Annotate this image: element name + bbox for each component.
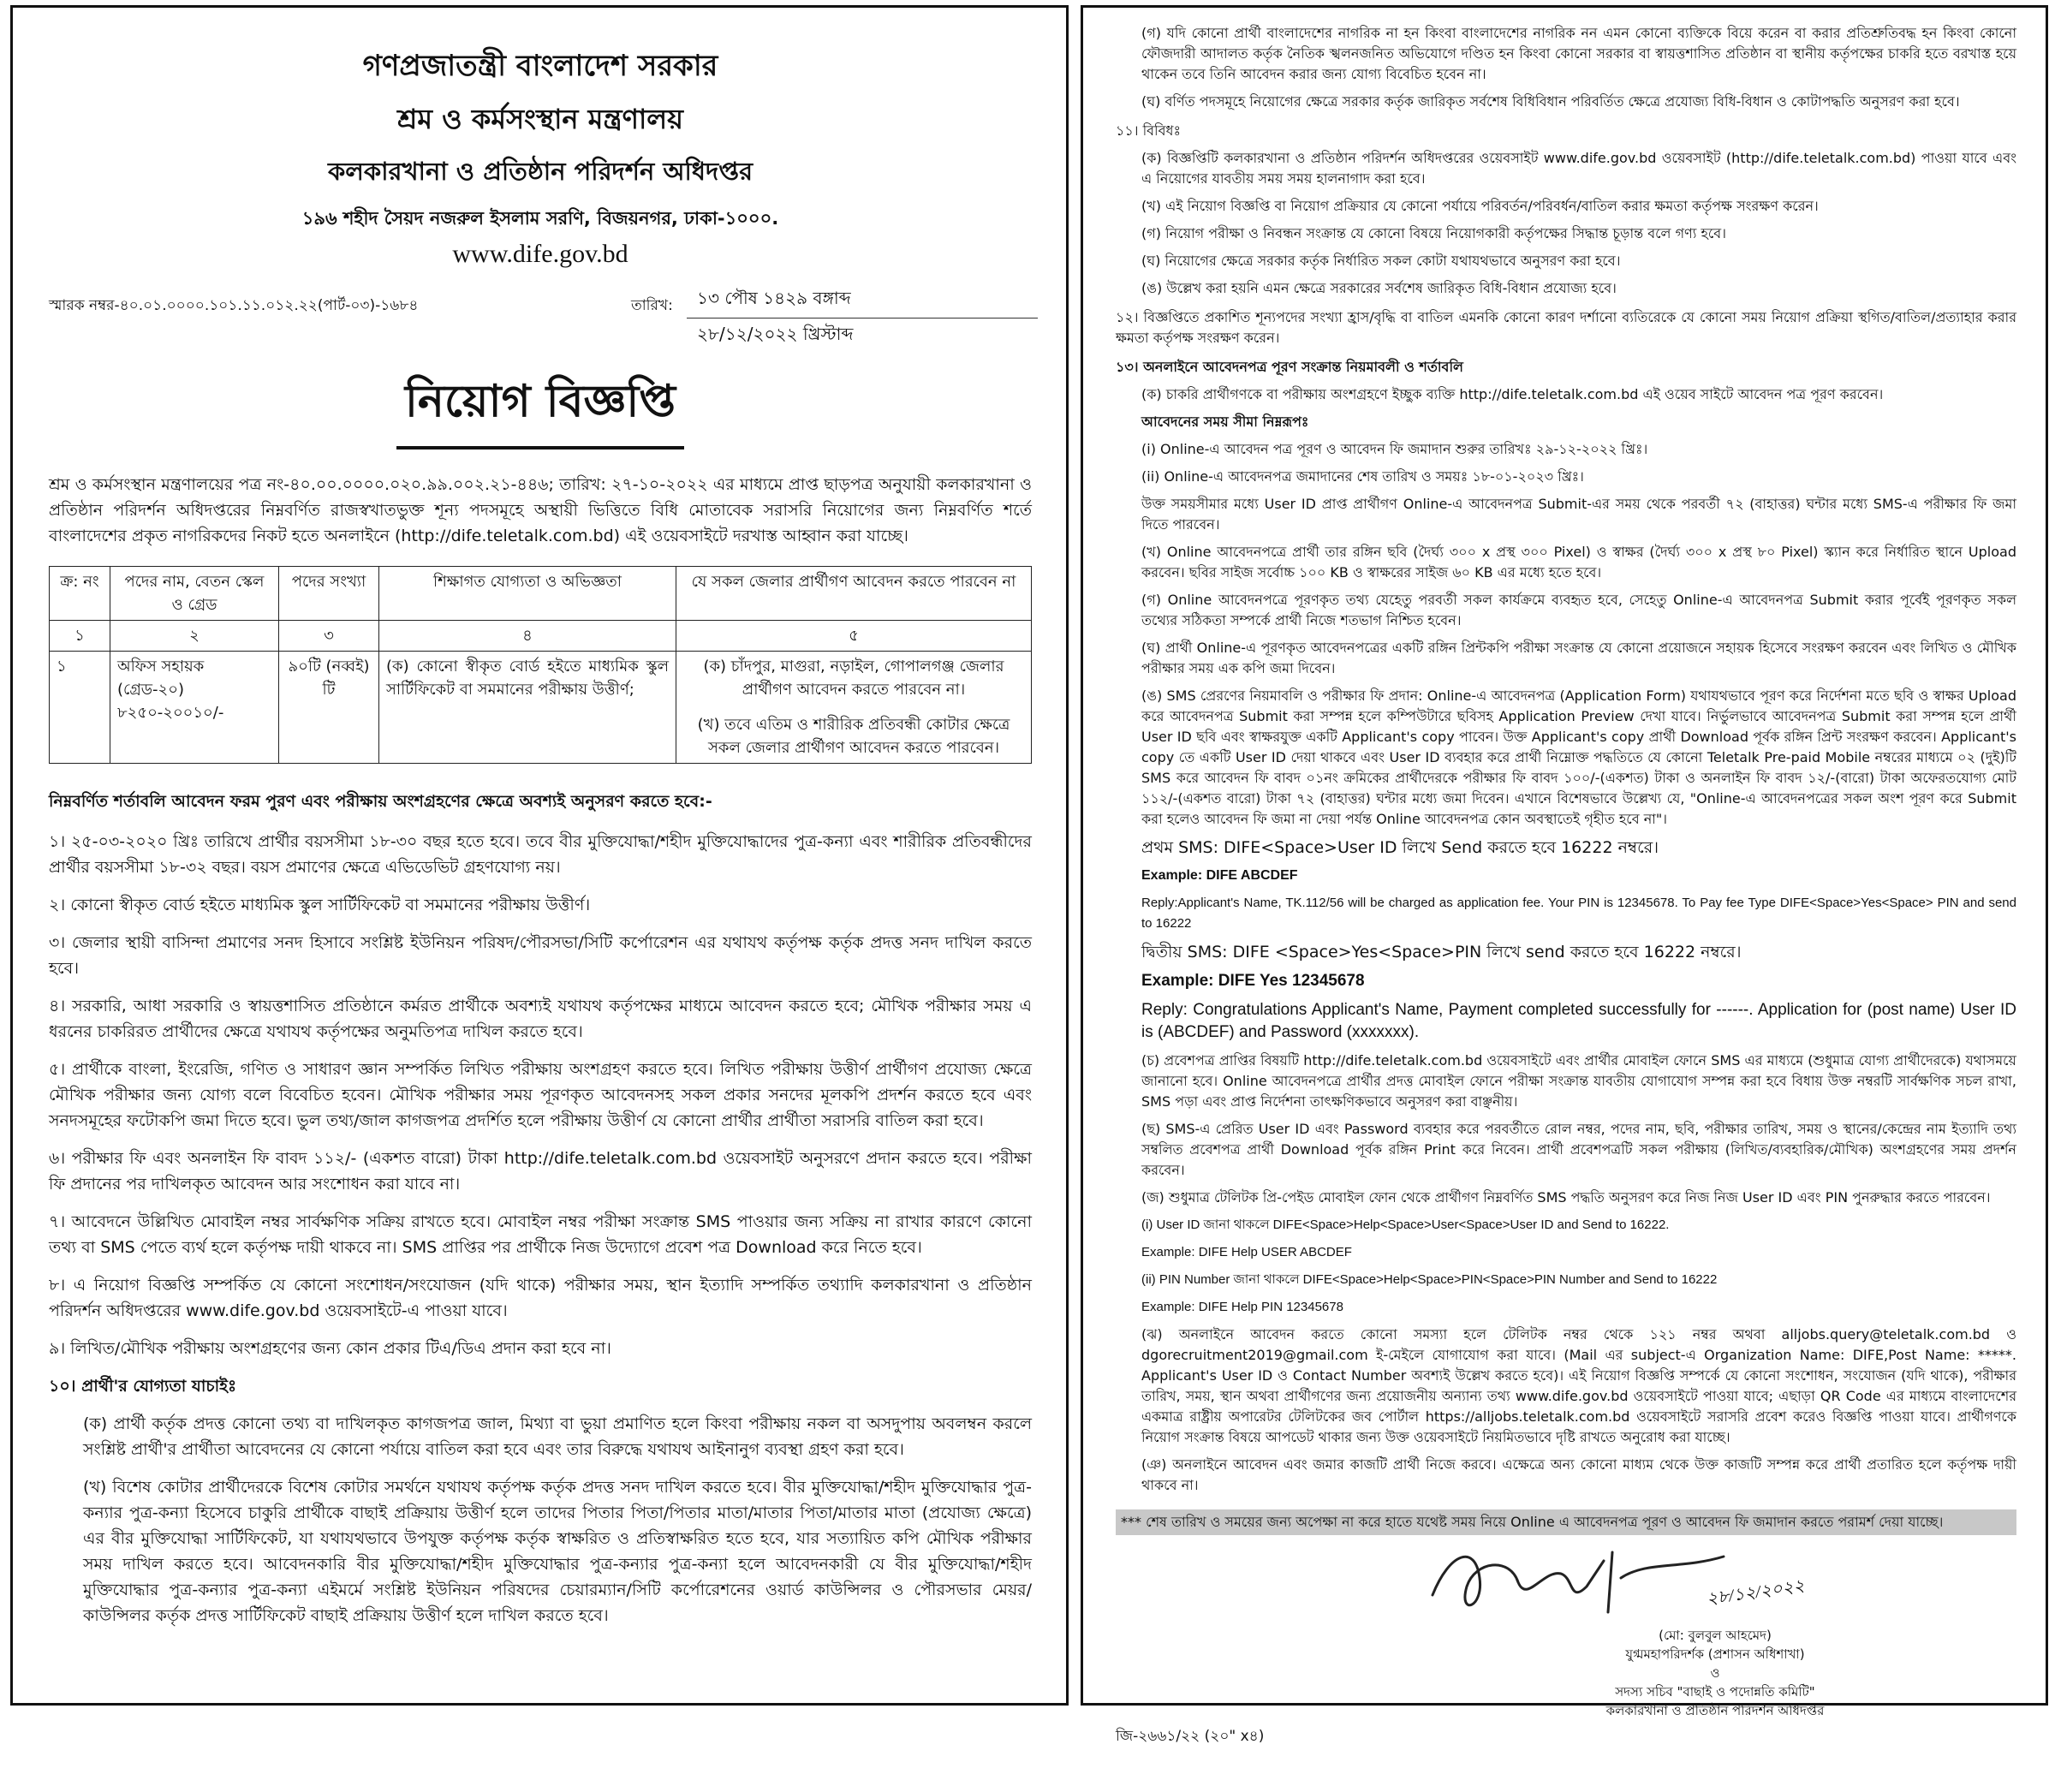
department-name: কলকারখানা ও প্রতিষ্ঠান পরিদর্শন অধিদপ্তর [327, 157, 754, 186]
section-13-ka: (ক) চাকরি প্রার্থীগণকে বা পরীক্ষায় অংশগ্রহণে ইচ্ছুক ব্যক্তি http://dife.teletalk.com.bd এই ওয়েব সাইটে আবেদন পত্র পূরণ করবেন। [1141, 386, 1884, 402]
condition-5: ৫। প্রার্থীকে বাংলা, ইংরেজি, গণিত ও সাধারণ জ্ঞান সম্পর্কিত লিখিত পরীক্ষায় অংশগ্রহণ করতে হবে। লিখিত পরীক্ষায় উত্তীর্ণ প্রার্থীগণ প্রযোজ্য ক্ষেত্রে মৌখিক পরীক্ষার জন্য যোগ্য বলে বিবেচিত হবেন। মৌখিক পরীক্ষার সময় পূরণকৃত আবেদনসহ সকল প্রকার সনদের মূলকপি প্রদর্শন করতে হবে এবং সনদসমূহের ফটোকপি জমা দিতে হবে। ভুল তথ্য/জাল কাগজপত্র প্রদর্শিত হলে পরীক্ষায় উত্তীর্ণ যে কোনো প্রার্থীর প্রার্থীতা সরাসরি বাতিল করা হবে। [49, 1060, 1032, 1130]
condition-10-kha: (খ) বিশেষ কোটার প্রার্থীদেরকে বিশেষ কোটার সমর্থনে যথাযথ কর্তৃপক্ষ কর্তৃক প্রদত্ত সনদ দাখিল করতে হবে। বীর মুক্তিযোদ্ধা/শহীদ মুক্তিযোদ্ধার পুত্র-কন্যার পুত্র-কন্যা হিসেবে চাকুরি প্রার্থীকে বাছাই প্রক্রিয়ায় উত্তীর্ণ হলে তাদের পিতার পিতা/পিতার মাতা/মাতার পিতা/মাতার মাতা (প্রযোজ্য ক্ষেত্রে) এর বীর মুক্তিযোদ্ধা সার্টিফিকেট, যা যথাযথভাবে উপযুক্ত কর্তৃপক্ষ কর্তৃক স্বাক্ষরিত ও প্রতিস্বাক্ষরিত হতে হবে, যার সত্যায়িত কপি মৌখিক পরীক্ষার সময় দাখিল করতে হবে। আবেদনকারি বীর মুক্তিযোদ্ধা/শহীদ মুক্তিযোদ্ধার পুত্র-কন্যার পুত্র-কন্যা হলে আবেদনকারী যে বীর মুক্তিযোদ্ধা/শহীদ মুক্তিযোদ্ধার পুত্র-কন্যার পুত্র-কন্যা এইমর্মে সংশ্লিষ্ট ইউনিয়ন পরিষদের চেয়ারম্যান/সিটি কর্পোরেশনের ওয়ার্ড কাউন্সিলর ও পৌরসভার মেয়র/কাউন্সিলর কর্তৃক প্রদত্ত সার্টিফিকেট বাছাই প্রক্রিয়ায় উত্তীর্ণ হলে দাখিল করতে হবে। [83, 1478, 1032, 1625]
table-row [50, 652, 1032, 764]
table-header-row [50, 567, 1032, 621]
conditions-heading: নিম্নবর্ণিত শর্তাবলি আবেদন ফরম পুরণ এবং পরীক্ষায় অংশগ্রহণের ক্ষেত্রে অবশ্যই অনুসরণ করতে হবে:- [49, 792, 712, 811]
district-exception: (খ) তবে এতিম ও শারীরিক প্রতিবন্ধী কোটার ক্ষেত্রে সকল জেলার প্রার্থীগণ আবেদন করতে পারবেন। [697, 716, 1010, 757]
section-11-item: (খ) এই নিয়োগ বিজ্ঞপ্তি বা নিয়োগ প্রক্রিয়ার যে কোনো পর্যায়ে পরিবর্তন/পরিবর্ধন/বাতিল করার ক্ষমতা কর্তৃপক্ষ সংরক্ষণ করেন। [1141, 198, 1819, 214]
section-11-heading: ১১। বিবিধঃ [1116, 122, 1182, 139]
signatory-name: (মো: বুলবুল আহমেদ) [1659, 1628, 1772, 1643]
recovery-user-id-example: Example: DIFE Help USER ABCDEF [1141, 1245, 1352, 1259]
condition-8: ৮। এ নিয়োগ বিজ্ঞপ্তি সম্পর্কিত যে কোনো সংশোধন/সংযোজন (যদি থাকে) পরীক্ষার সময়, স্থান ইত্যাদি সম্পর্কিত তথ্যাদি কলকারখানা ও প্রতিষ্ঠান পরিদর্শন অধিদপ্তরের www.dife.gov.bd ওয়েবসাইটে-এ পাওয়া যাবে। [49, 1276, 1032, 1320]
cell-district [676, 652, 1032, 764]
sms-second: দ্বিতীয় SMS: DIFE <Space>Yes<Space>PIN লিখে send করতে হবে 16222 নম্বরে। [1141, 943, 1742, 961]
section-13-heading: ১৩। অনলাইনে আবেদনপত্র পূরণ সংক্রান্ত নিয়মাবলী ও শর্তাবলি [1116, 359, 1463, 375]
section-11-item: (ঘ) নিয়োগের ক্ষেত্রে সরকার কর্তৃক নির্ধারিত সকল কোটা যথাযথভাবে অনুসরণ করা হবে। [1141, 253, 1621, 269]
cell-qualification: (ক) কোনো স্বীকৃত বোর্ড হইতে মাধ্যমিক স্কুল সার্টিফিকেট বা সমমানের পরীক্ষায় উত্তীর্ণ; [379, 652, 676, 764]
date-label: তারিখ: [631, 297, 673, 314]
header-website-link[interactable]: www.dife.gov.bd [452, 240, 628, 268]
signatory-designation: যুগ্মমহাপরিদর্শক (প্রশাসন অধিশাখা) [1625, 1646, 1805, 1662]
section-13-ga: (গ) Online আবেদনপত্রে পূরণকৃত তথ্য যেহেতু পরবর্তী সকল কার্যক্রমে ব্যবহৃত হবে, সেহেতু Online-এ আবেদনপত্র Submit করার পূর্বেই পূরণকৃত সকল তথ্যের সঠিকতা সম্পর্কে প্রার্থী নিজে শতভাগ নিশ্চিত হবেন। [1141, 592, 2016, 628]
col-header-count: পদের সংখ্যা [279, 567, 379, 621]
time-limit-heading: আবেদনের সময় সীমা নিম্নরূপঃ [1141, 414, 1309, 430]
sms-first: প্রথম SMS: DIFE<Space>User ID লিখে Send করতে হবে 16222 নম্বরে। [1141, 838, 1659, 857]
section-13-uo: (ঙ) SMS প্রেরণের নিয়মাবলি ও পরীক্ষার ফি প্রদান: Online-এ আবেদনপত্র (Application Form) যথাযথভাবে পূরণ করে নির্দেশনা মতে ছবি ও স্বাক্ষর Upload করে আবেদনপত্র Submit করা সম্পন্ন হলে কম্পিউটারে ছবিসহ Application Preview দেখা যাবে। নির্ভুলভাবে আবেদনপত্র Submit করা সম্পন্ন হলে প্রার্থী User ID ছবি এবং স্বাক্ষরযুক্ত একটি Applicant's copy পাবেন। উক্ত Applicant's copy প্রার্থী Download পূর্বক রঙ্গিন প্রিন্ট সংরক্ষণ করবেন। Applicant's copy তে একটি User ID দেয়া থাকবে এবং User ID ব্যবহার করে প্রার্থী নিম্নোক্ত পদ্ধতিতে যে কোনো Teletalk Pre-paid Mobile নম্বরের মাধ্যমে ০২ (দুই)টি SMS করে আবেদন ফি বাবদ ০১নং ক্রমিকের প্রার্থীদেরকে পরীক্ষার ফি বাবদ ১০০/-(একশত) টাকা ও অনলাইন ফি বাবদ ১২/-(বারো) টাকা অফেরতযোগ্য মোট ১১২/-(একশত বারো) টাকা ৭২ (বাহাত্তর) ঘন্টার মধ্যে জমা দিবেন। এখানে বিশেষভাবে উল্লেখ্য যে, "Online-এ আবেদনপত্রের সকল অংশ পূরণ করে Submit করা হলেও আবেদন ফি জমা না দেয়া পর্যন্ত Online আবেদনপত্র কোন অবস্থাতেই গৃহীত হবে না"। [1141, 688, 2016, 827]
final-advice-note: *** শেষ তারিখ ও সময়ের জন্য অপেক্ষা না করে হাতে যথেষ্ট সময় নিয়ে Online এ আবেদনপত্র পূরণ ও আবেদন ফি জমাদান করতে পরামর্শ দেয়া যাচ্ছে। [1116, 1509, 2016, 1535]
section-11-item: (গ) নিয়োগ পরীক্ষা ও নিবন্ধন সংক্রান্ত যে কোনো বিষয়ে নিয়োগকারী কর্তৃপক্ষের সিদ্ধান্ত চূড়ান্ত বলে গণ্য হবে। [1141, 225, 1726, 241]
office-address: ১৯৬ শহীদ সৈয়দ নজরুল ইসলাম সরণি, বিজয়নগর, ঢাকা-১০০০. [301, 208, 779, 229]
cell-post: অফিস সহায়ক (গ্রেড-২০) ৮২৫০-২০০১০/- [110, 652, 279, 764]
signatory-office: কলকারখানা ও প্রতিষ্ঠান পরিদর্শন অধিদপ্তর [1605, 1703, 1825, 1718]
condition-3: ৩। জেলার স্থায়ী বাসিন্দা প্রমাণের সনদ হিসাবে সংশ্লিষ্ট ইউনিয়ন পরিষদ/পৌরসভা/সিটি কর্পোরেশন এর যথাযথ কর্তৃপক্ষ কর্তৃক প্রদত্ত সনদ দাখিল করতে হবে। [49, 933, 1032, 978]
table-number-row [50, 621, 1032, 652]
intro-paragraph: শ্রম ও কর্মসংস্থান মন্ত্রণালয়ের পত্র নং-৪০.০০.০০০০.০২০.৯৯.০০২.২১-৪৪৬; তারিখ: ২৭-১০-২০২২ এর মাধ্যমে প্রাপ্ত ছাড়পত্র অনুযায়ী কলকারখানা ও প্রতিষ্ঠান পরিদর্শন অধিদপ্তরের নিম্নবর্ণিত রাজস্বখাতভুক্ত শূন্য পদসমূহে অস্থায়ী ভিত্তিতে বিধি মোতাবেক সরাসরি নিয়োগের জন্য নিম্নবর্ণিত শর্তে বাংলাদেশের প্রকৃত নাগরিকদের নিকট হতে অনলাইনে (http://dife.teletalk.com.bd) এই ওয়েবসাইটে দরখাস্ত আহ্বান করা যাচ্ছে। [49, 475, 1032, 545]
col-number: ৪ [379, 621, 676, 652]
clause-ga: (গ) যদি কোনো প্রার্থী বাংলাদেশের নাগরিক না হন কিংবা বাংলাদেশের নাগরিক নন এমন কোনো ব্যক্তিকে বিয়ে করেন বা করার প্রতিশ্রুতিবদ্ধ হন কিংবা কোনো ফৌজদারী আদালত কর্তৃক নৈতিক স্খলনজনিত অভিযোগে দণ্ডিত হন কিংবা কোনো সরকার বা স্বায়ত্তশাসিত প্রতিষ্ঠান বা স্থানীয় কর্তৃপক্ষের চাকরি হতে বরখাস্ত হয়ে থাকেন তবে তিনি আবেদন করার জন্য যোগ্য বিবেচিত হবেন না। [1141, 25, 2016, 82]
clause-gha: (ঘ) বর্ণিত পদসমূহে নিয়োগের ক্ষেত্রে সরকার কর্তৃক জারিকৃত সর্বশেষ বিধিবিধান পরিবর্তিত ক্ষেত্রে প্রযোজ্য বিধি-বিধান ও কোটাপদ্ধতি অনুসরণ করা হবে। [1141, 93, 1960, 110]
signatory-info [1475, 1626, 1955, 1720]
print-code: জি-২৬৬১/২২ (২০" x৪) [1116, 1728, 1265, 1745]
handwritten-signature [1398, 1535, 1758, 1629]
notice-page-right [1081, 5, 2048, 1745]
section-13-gha: (ঘ) প্রার্থী Online-এ পূরণকৃত আবেদনপত্রের একটি রঙ্গিন প্রিন্টকপি পরীক্ষা সংক্রান্ত যে কোনো প্রয়োজনে সহায়ক হিসেবে সংরক্ষণ করবেন এবং লিখিত ও মৌখিক পরীক্ষার সময় এক কপি জমা দিবেন। [1141, 640, 2016, 676]
signatory-and: ও [1710, 1665, 1720, 1681]
col-header-qualification: শিক্ষাগত যোগ্যতা ও অভিজ্ঞতা [379, 567, 676, 621]
notice-page-left [10, 5, 1069, 1706]
time-limit-end: (ii) Online-এ আবেদনপত্র জমাদানের শেষ তারিখ ও সময়ঃ ১৮-০১-২০২৩ খ্রিঃ। [1141, 468, 1584, 485]
section-11-item: (ক) বিজ্ঞপ্তিটি কলকারখানা ও প্রতিষ্ঠান পরিদর্শন অধিদপ্তরের ওয়েবসাইট www.dife.gov.bd ওয়েবসাইট (http://dife.teletalk.com.bd) পাওয়া যাবে এবং এ নিয়োগের যাবতীয় সময় সময় হালনাগাদ করা হবে। [1141, 150, 2016, 187]
govt-name: গণপ্রজাতন্ত্রী বাংলাদেশ সরকার [362, 49, 718, 83]
time-limit-note: উক্ত সময়সীমার মধ্যে User ID প্রাপ্ত প্রার্থীগণ Online-এ আবেদনপত্র Submit-এর সময় থেকে পরবর্তী ৭২ (বাহাত্তর) ঘন্টার মধ্যে SMS-এ পরীক্ষার ফি জমা দিতে পারবেন। [1141, 496, 2016, 533]
section-13-kha: (খ) Online আবেদনপত্রে প্রার্থী তার রঙ্গিন ছবি (দৈর্ঘ্য ৩০০ x প্রস্থ ৩০০ Pixel) ও স্বাক্ষর (দৈর্ঘ্য ৩০০ x প্রস্থ ৮০ Pixel) স্ক্যান করে নির্ধারিত স্থানে Upload করবেন। ছবির সাইজ সর্বোচ্চ ১০০ KB ও স্বাক্ষরের সাইজ ৬০ KB এর মধ্যে হতে হবে। [1141, 544, 2016, 580]
section-13-ja: (জ) শুধুমাত্র টেলিটক প্রি-পেইড মোবাইল ফোন থেকে প্রার্থীগণ নিম্নবর্ণিত SMS পদ্ধতি অনুসরণ করে নিজ নিজ User ID এবং PIN পুনরুদ্ধার করতে পারবেন। [1141, 1189, 1991, 1206]
section-13-jha: (ঝ) অনলাইনে আবেদন করতে কোনো সমস্যা হলে টেলিটক নম্বর থেকে ১২১ নম্বর অথবা alljobs.query@teletalk.com.bd ও dgorecruitment2019@gmail.com ই-মেইলে যোগাযোগ করা যাবে। (Mail এর subject-এ Organization Name: DIFE,Post Name: *****. Applicant's User ID ও Contact Number অবশ্যই উল্লেখ করতে হবে)। এই নিয়োগ বিজ্ঞপ্তি সম্পর্কে যে কোনো সংশোধন, সংযোজন (যদি থাকে), পরীক্ষার তারিখ, সময়, স্থান অথবা প্রার্থীগণের জন্য প্রয়োজনীয় অন্যান্য তথ্য www.dife.gov.bd ওয়েবসাইটে পাওয়া যাবে; এছাড়া QR Code এর মাধ্যমে বাংলাদেশের একমাত্র রাষ্ট্রীয় অপারেটর টেলিটকের জব পোর্টাল https://alljobs.teletalk.com.bd ওয়েবসাইটে সরাসরি প্রবেশ করেও বিজ্ঞপ্তি পাওয়া যাবে। প্রার্থীগণকে নিয়োগ সংক্রান্ত বিষয়ে আপডেট থাকার জন্য উক্ত ওয়েবসাইটে নিয়মিতভাবে দৃষ্টি রাখতে অনুরোধ করা যাচ্ছে। [1141, 1326, 2016, 1445]
notice-title-wrap [49, 366, 1032, 449]
condition-10-heading: ১০। প্রার্থী'র যোগ্যতা যাচাইঃ [49, 1377, 237, 1396]
condition-10-ka: (ক) প্রার্থী কর্তৃক প্রদত্ত কোনো তথ্য বা দাখিলকৃত কাগজপত্র জাল, মিথ্যা বা ভুয়া প্রমাণিত হলে কিংবা পরীক্ষায় নকল বা অসদুপায় অবলম্বন করলে সংশ্লিষ্ট প্রার্থী'র প্রার্থীতা আবেদনের যে কোনো পর্যায়ে বাতিল করা হবে এবং তার বিরুদ্ধে যথাযথ আইনানুগ ব্যবস্থা গ্রহণ করা হবে। [83, 1414, 1032, 1459]
cell-count: ৯০টি (নব্বই) টি [279, 652, 379, 764]
cell-sl: ১ [50, 652, 110, 764]
signature-date: ২৮/১২/২০২২ [1705, 1576, 1806, 1609]
letterhead [49, 44, 1032, 269]
sms-first-reply: Reply:Applicant's Name, TK.112/56 will be charged as application fee. Your PIN is 12345678. To Pay fee Type DIFE<Space>Yes<Space> PIN and send to 16222 [1141, 896, 2016, 931]
condition-1: ১। ২৫-০৩-২০২০ খ্রিঃ তারিখে প্রার্থীর বয়সসীমা ১৮-৩০ বছর হতে হবে। তবে বীর মুক্তিযোদ্ধা/শহীদ মুক্তিযোদ্ধাদের পুত্র-কন্যা এবং শারীরিক প্রতিবন্ধীদের প্রার্থীর বয়সসীমা ১৮-৩২ বছর। বয়স প্রমাণের ক্ষেত্রে এভিডেভিট গ্রহণযোগ্য নয়। [49, 832, 1032, 877]
section-13-nio: (ঞ) অনলাইনে আবেদন এবং জমার কাজটি প্রার্থী নিজে করবে। এক্ষেত্রে অন্য কোনো মাধ্যম থেকে উক্ত কাজটি সম্পন্ন করে প্রার্থী প্রতারিত হলে কর্তৃপক্ষ দায়ী থাকবে না। [1141, 1456, 2016, 1493]
recovery-pin: (ii) PIN Number জানা থাকলে DIFE<Space>Help<Space>PIN<Space>PIN Number and Send to 16222 [1141, 1272, 1718, 1287]
col-number: ২ [110, 621, 279, 652]
recovery-user-id: (i) User ID জানা থাকলে DIFE<Space>Help<Space>User<Space>User ID and Send to 16222. [1141, 1217, 1670, 1232]
sms-first-example: Example: DIFE ABCDEF [1141, 868, 1298, 883]
condition-7: ৭। আবেদনে উল্লিখিত মোবাইল নম্বর সার্বক্ষণিক সক্রিয় রাখতে হবে। মোবাইল নম্বর পরীক্ষা সংক্রান্ত SMS পাওয়ার জন্য সক্রিয় না রাখার কারণে কোনো তথ্য বা SMS পেতে ব্যর্থ হলে কর্তৃপক্ষ দায়ী থাকবে না। SMS প্রাপ্তির পর প্রার্থীকে নিজ উদ্যোগে প্রবেশ পত্র Download করে নিতে হবে। [49, 1212, 1032, 1257]
memo-row [49, 283, 1032, 351]
col-number: ১ [50, 621, 110, 652]
memo-reference: স্মারক নম্বর-৪০.০১.০০০০.১০১.১১.০১২.২২(পার্ট-০৩)-১৬৮৪ [49, 297, 419, 314]
col-header-sl: ক্র: নং [50, 567, 110, 621]
sms-second-example: Example: DIFE Yes 12345678 [1141, 972, 1365, 990]
section-12: ১২। বিজ্ঞপ্তিতে প্রকাশিত শূন্যপদের সংখ্যা হ্রাস/বৃদ্ধি বা বাতিল এমনকি কোনো কারণ দর্শানো ব্যতিরেকে যে কোনো সময় নিয়োগ প্রক্রিয়া স্থগিত/বাতিল/প্রত্যাহার করার ক্ষমতা কর্তৃপক্ষ সংরক্ষণ করেন। [1116, 309, 2016, 346]
section-11-item: (ঙ) উল্লেখ করা হয়নি এমন ক্ষেত্রে সরকারের সর্বশেষ জারিকৃত বিধি-বিধান প্রযোজ্য হবে। [1141, 280, 1617, 296]
district-restriction: (ক) চাঁদপুর, মাগুরা, নড়াইল, গোপালগঞ্জ জেলার প্রার্থীগণ আবেদন করতে পারবেন না। [703, 658, 1004, 699]
col-header-district: যে সকল জেলার প্রার্থীগণ আবেদন করতে পারবেন না [676, 567, 1032, 621]
sms-second-reply: Reply: Congratulations Applicant's Name, Payment completed successfully for ------. Application for (post name) User ID is (ABCDEF) and Password (xxxxxxx). [1141, 1001, 2016, 1041]
col-number: ৩ [279, 621, 379, 652]
signature-block [1116, 1535, 2016, 1792]
section-13-chha: (ছ) SMS-এ প্রেরিত User ID এবং Password ব্যবহার করে পরবর্তীতে রোল নম্বর, পদের নাম, ছবি, পরীক্ষার তারিখ, সময় ও স্থানের/কেন্দ্রের নাম ইত্যাদি তথ্য সম্বলিত প্রবেশপত্র প্রার্থী Download পূর্বক রঙ্গিন Print করে নিবেন। প্রার্থী প্রবেশপত্রটি সকল পরীক্ষায় (লিখিত/ব্যবহারিক/মৌখিক) অংশগ্রহণের সময় প্রদর্শন করবেন। [1141, 1121, 2016, 1178]
condition-4: ৪। সরকারি, আধা সরকারি ও স্বায়ত্তশাসিত প্রতিষ্ঠানে কর্মরত প্রার্থীকে অবশ্যই যথাযথ কর্তৃপক্ষের মাধ্যমে আবেদন করতে হবে; মৌখিক পরীক্ষার সময় এ ধরনের চাকরিরত প্রার্থীদের ক্ষেত্রে যথাযথ কর্তৃপক্ষের অনুমতিপত্র দাখিল করতে হবে। [49, 997, 1032, 1041]
condition-6: ৬। পরীক্ষার ফি এবং অনলাইন ফি বাবদ ১১২/- (একশত বারো) টাকা http://dife.teletalk.com.bd ওয়েবসাইট অনুসরণে প্রদান করতে হবে। পরীক্ষা ফি প্রদানের পর দাখিলকৃত আবেদন আর সংশোধন করা যাবে না। [49, 1149, 1032, 1194]
col-header-post: পদের নাম, বেতন স্কেল ও গ্রেড [110, 567, 279, 621]
condition-2: ২। কোনো স্বীকৃত বোর্ড হইতে মাধ্যমিক স্কুল সার্টিফিকেট বা সমমানের পরীক্ষায় উত্তীর্ণ। [49, 896, 591, 914]
date-bangla: ১৩ পৌষ ১৪২৯ বঙ্গাব্দ [687, 283, 1038, 319]
recovery-pin-example: Example: DIFE Help PIN 12345678 [1141, 1300, 1343, 1314]
vacancy-table [49, 566, 1032, 764]
date-english: ২৮/১২/২০২২ খ্রিস্টাব্দ [697, 324, 854, 344]
signatory-role: সদস্য সচিব "বাছাই ও পদোন্নতি কমিটি" [1615, 1684, 1815, 1700]
ministry-name: শ্রম ও কর্মসংস্থান মন্ত্রণালয় [397, 103, 683, 135]
condition-9: ৯। লিখিত/মৌখিক পরীক্ষায় অংশগ্রহণের জন্য কোন প্রকার টিএ/ডিএ প্রদান করা হবে না। [49, 1339, 611, 1358]
col-number: ৫ [676, 621, 1032, 652]
notice-title: নিয়োগ বিজ্ঞপ্তি [396, 366, 684, 449]
time-limit-start: (i) Online-এ আবেদন পত্র পূরণ ও আবেদন ফি জমাদান শুরুর তারিখঃ ২৯-১২-২০২২ খ্রিঃ। [1141, 441, 1648, 457]
section-13-cha: (চ) প্রবেশপত্র প্রাপ্তির বিষয়টি http://dife.teletalk.com.bd ওয়েবসাইটে এবং প্রার্থীর মোবাইল ফোনে SMS এর মাধ্যমে (শুধুমাত্র যোগ্য প্রার্থীদেরকে) যথাসময়ে জানানো হবে। Online আবেদনপত্রে প্রার্থীর প্রদত্ত মোবাইল ফোনে পরীক্ষা সংক্রান্ত যাবতীয় যোগাযোগ সম্পন্ন করা হবে বিধায় উক্ত নম্বরটি সার্বক্ষণিক সচল রাখা, SMS পড়া এবং প্রাপ্ত নির্দেশনা তাৎক্ষণিকভাবে অনুসরণ করা বাঞ্ছনীয়। [1141, 1052, 2016, 1110]
date-box [687, 283, 1038, 354]
